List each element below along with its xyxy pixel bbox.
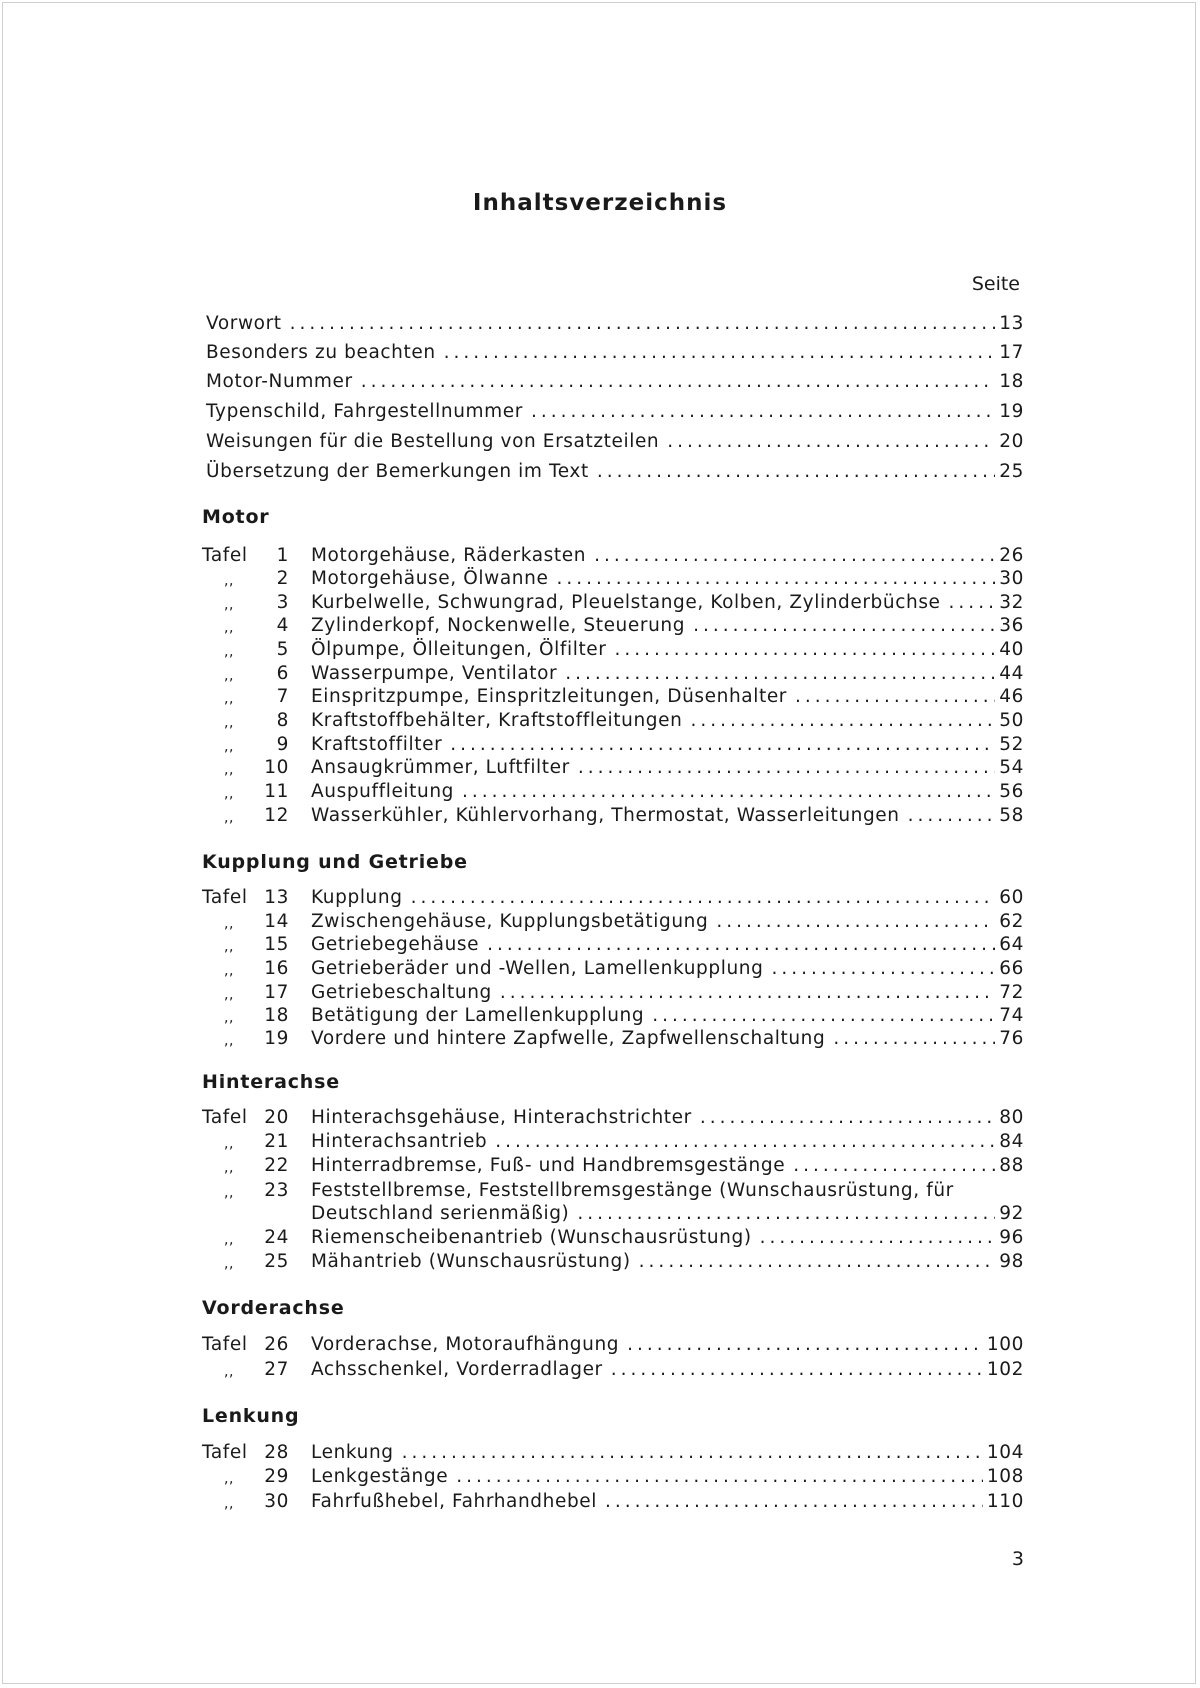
entry-page: 72 [999, 982, 1024, 1003]
tafel-number: 4 [276, 615, 289, 636]
toc-entry [311, 804, 1024, 828]
ditto-mark: ,, [224, 916, 235, 932]
leader-dots [487, 933, 995, 957]
tafel-number: 6 [276, 663, 289, 684]
ditto-mark: ,, [224, 715, 235, 731]
entry-text: Getrieberäder und -Wellen, Lamellenkupplung [311, 958, 764, 979]
entry-text: Auspuffleitung [311, 781, 455, 802]
entry-text: Besonders zu beachten [206, 342, 436, 363]
tafel-label: Tafel [202, 1334, 248, 1355]
page-border [2, 2, 1196, 1684]
tafel-number: 21 [264, 1131, 289, 1152]
toc-row [0, 567, 1200, 591]
entry-text-continued: Deutschland serienmäßig) [311, 1203, 570, 1224]
tafel-number: 27 [264, 1359, 289, 1380]
leader-dots [402, 1441, 983, 1465]
entry-text: Zwischengehäuse, Kupplungsbetätigung [311, 911, 709, 932]
tafel-number: 12 [264, 805, 289, 826]
section-heading: Kupplung und Getriebe [202, 851, 468, 873]
entry-page: 64 [999, 934, 1024, 955]
entry-page: 102 [986, 1359, 1024, 1380]
entry-text: Hinterradbremse, Fuß- und Handbremsgestänge [311, 1155, 786, 1176]
ditto-mark: ,, [224, 1232, 235, 1248]
toc-row [0, 1226, 1200, 1250]
toc-entry [311, 591, 1024, 615]
entry-page: 104 [986, 1442, 1024, 1463]
ditto-mark: ,, [224, 987, 235, 1003]
tafel-label: Tafel [202, 887, 248, 908]
entry-text: Lenkung [311, 1442, 394, 1463]
toc-entry [311, 1465, 1024, 1489]
entry-page: 96 [999, 1227, 1024, 1248]
tafel-number: 17 [264, 982, 289, 1003]
ditto-mark: ,, [224, 739, 235, 755]
tafel-number: 14 [264, 911, 289, 932]
entry-page: 66 [999, 958, 1024, 979]
entry-text: Kraftstoffilter [311, 734, 443, 755]
toc-entry [311, 1130, 1024, 1154]
entry-text: Lenkgestänge [311, 1466, 449, 1487]
leader-dots [495, 1130, 995, 1154]
entry-page: 18 [999, 371, 1024, 392]
ditto-mark: ,, [224, 573, 235, 589]
tafel-number: 13 [264, 887, 289, 908]
toc-row [0, 886, 1200, 910]
tafel-number: 18 [264, 1005, 289, 1026]
ditto-mark: ,, [224, 668, 235, 684]
toc-intro-row [0, 460, 1200, 484]
entry-page: 40 [999, 639, 1024, 660]
entry-page: 100 [986, 1334, 1024, 1355]
leader-dots [700, 1106, 995, 1130]
entry-text: Kupplung [311, 887, 403, 908]
entry-page: 26 [999, 545, 1024, 566]
toc-entry [311, 1441, 1024, 1465]
ditto-mark: ,, [224, 1496, 235, 1512]
entry-page: 36 [999, 615, 1024, 636]
entry-text: Zylinderkopf, Nockenwelle, Steuerung [311, 615, 686, 636]
tafel-number: 11 [264, 781, 289, 802]
leader-dots [361, 370, 996, 394]
toc-row [0, 981, 1200, 1005]
toc-entry [206, 460, 1024, 484]
ditto-mark: ,, [224, 1185, 235, 1201]
leader-dots [605, 1490, 983, 1514]
tafel-number: 22 [264, 1155, 289, 1176]
toc-row [0, 780, 1200, 804]
toc-entry [311, 1106, 1024, 1130]
toc-row [0, 910, 1200, 934]
leader-dots [462, 780, 995, 804]
leader-dots [652, 1004, 995, 1028]
entry-text: Vorderachse, Motoraufhängung [311, 1334, 620, 1355]
toc-intro-row [0, 400, 1200, 424]
toc-entry [311, 1490, 1024, 1514]
leader-dots [639, 1250, 996, 1274]
entry-page: 25 [999, 461, 1024, 482]
leader-dots [611, 1358, 983, 1382]
entry-text: Vordere und hintere Zapfwelle, Zapfwellenschaltung [311, 1028, 826, 1049]
entry-text: Motorgehäuse, Räderkasten [311, 545, 587, 566]
toc-row [0, 1130, 1200, 1154]
entry-text: Kurbelwelle, Schwungrad, Pleuelstange, Kolben, Zylinderbüchse [311, 592, 941, 613]
entry-text: Feststellbremse, Feststellbremsgestänge (Wunschausrüstung, für [311, 1180, 954, 1201]
leader-dots [760, 1226, 996, 1250]
toc-entry [311, 733, 1024, 757]
toc-entry [206, 341, 1024, 365]
leader-dots [693, 614, 995, 638]
entry-page: 44 [999, 663, 1024, 684]
toc-entry [311, 1154, 1024, 1178]
toc-row [0, 685, 1200, 709]
entry-text: Hinterachsgehäuse, Hinterachstrichter [311, 1107, 692, 1128]
leader-dots [456, 1465, 983, 1489]
ditto-mark: ,, [224, 620, 235, 636]
toc-row [0, 1358, 1200, 1382]
toc-entry [311, 756, 1024, 780]
entry-text: Wasserpumpe, Ventilator [311, 663, 558, 684]
toc-row [0, 756, 1200, 780]
entry-page: 98 [999, 1251, 1024, 1272]
tafel-label: Tafel [202, 1442, 248, 1463]
entry-text: Motor-Nummer [206, 371, 353, 392]
entry-text: Mähantrieb (Wunschausrüstung) [311, 1251, 631, 1272]
entry-page: 58 [999, 805, 1024, 826]
entry-page: 84 [999, 1131, 1024, 1152]
entry-page: 20 [999, 431, 1024, 452]
ditto-mark: ,, [224, 597, 235, 613]
entry-page: 62 [999, 911, 1024, 932]
ditto-mark: ,, [224, 1471, 235, 1487]
entry-text: Achsschenkel, Vorderradlager [311, 1359, 603, 1380]
toc-row [0, 1490, 1200, 1514]
ditto-mark: ,, [224, 1160, 235, 1176]
entry-text: Vorwort [206, 313, 282, 334]
entry-text: Fahrfußhebel, Fahrhandhebel [311, 1491, 598, 1512]
entry-page: 88 [999, 1155, 1024, 1176]
ditto-mark: ,, [224, 939, 235, 955]
toc-row [0, 804, 1200, 828]
leader-dots [908, 804, 996, 828]
toc-entry [311, 933, 1024, 957]
toc-entry [311, 1004, 1024, 1028]
entry-page: 60 [999, 887, 1024, 908]
toc-row [0, 933, 1200, 957]
toc-entry [311, 1333, 1024, 1357]
toc-entry [311, 957, 1024, 981]
tafel-number: 26 [264, 1334, 289, 1355]
leader-dots [949, 591, 996, 615]
entry-page: 108 [986, 1466, 1024, 1487]
page-number: 3 [1011, 1548, 1024, 1570]
tafel-number: 29 [264, 1466, 289, 1487]
toc-intro-row [0, 430, 1200, 454]
leader-dots [793, 1154, 995, 1178]
toc-row [0, 1179, 1200, 1203]
entry-page: 52 [999, 734, 1024, 755]
toc-entry [311, 1202, 1024, 1226]
ditto-mark: ,, [224, 1010, 235, 1026]
tafel-number: 25 [264, 1251, 289, 1272]
ditto-mark: ,, [224, 786, 235, 802]
leader-dots [627, 1333, 983, 1357]
entry-page: 74 [999, 1005, 1024, 1026]
entry-page: 80 [999, 1107, 1024, 1128]
leader-dots [594, 544, 995, 568]
toc-intro-row [0, 370, 1200, 394]
leader-dots [290, 312, 996, 336]
leader-dots [615, 638, 996, 662]
toc-entry [206, 400, 1024, 424]
leader-dots [597, 460, 995, 484]
toc-entry [206, 312, 1024, 336]
toc-row [0, 1465, 1200, 1489]
tafel-number: 23 [264, 1180, 289, 1201]
entry-text: Einspritzpumpe, Einspritzleitungen, Düsenhalter [311, 686, 788, 707]
toc-row [0, 733, 1200, 757]
toc-entry [311, 709, 1024, 733]
toc-row [0, 1250, 1200, 1274]
entry-page: 32 [999, 592, 1024, 613]
toc-entry [311, 638, 1024, 662]
ditto-mark: ,, [224, 1136, 235, 1152]
toc-row [0, 614, 1200, 638]
toc-entry [311, 1027, 1024, 1051]
toc-entry [311, 685, 1024, 709]
tafel-label: Tafel [202, 545, 248, 566]
leader-dots [771, 957, 995, 981]
toc-entry [311, 780, 1024, 804]
toc-row [0, 591, 1200, 615]
toc-entry [206, 430, 1024, 454]
leader-dots [565, 662, 995, 686]
toc-intro-row [0, 312, 1200, 336]
entry-page: 17 [999, 342, 1024, 363]
tafel-number: 3 [276, 592, 289, 613]
entry-text: Getriebeschaltung [311, 982, 492, 1003]
tafel-number: 5 [276, 639, 289, 660]
toc-entry [311, 567, 1024, 591]
entry-text: Motorgehäuse, Ölwanne [311, 568, 549, 589]
toc-entry [311, 1226, 1024, 1250]
toc-entry [311, 886, 1024, 910]
toc-entry [311, 981, 1024, 1005]
toc-entry [311, 1250, 1024, 1274]
toc-row-continuation [0, 1202, 1200, 1226]
tafel-number: 20 [264, 1107, 289, 1128]
leader-dots [667, 430, 995, 454]
entry-text: Weisungen für die Bestellung von Ersatzteilen [206, 431, 660, 452]
leader-dots [450, 733, 995, 757]
toc-entry [311, 910, 1024, 934]
tafel-number: 7 [276, 686, 289, 707]
entry-text: Hinterachsantrieb [311, 1131, 488, 1152]
ditto-mark: ,, [224, 1033, 235, 1049]
entry-page: 30 [999, 568, 1024, 589]
tafel-number: 2 [276, 568, 289, 589]
entry-page: 46 [999, 686, 1024, 707]
tafel-number: 19 [264, 1028, 289, 1049]
toc-entry [206, 370, 1024, 394]
entry-text: Getriebegehäuse [311, 934, 480, 955]
leader-dots [578, 756, 995, 780]
leader-dots [531, 400, 995, 424]
entry-page: 50 [999, 710, 1024, 731]
leader-dots [556, 567, 995, 591]
entry-page: 110 [986, 1491, 1024, 1512]
toc-entry [311, 614, 1024, 638]
tafel-number: 24 [264, 1227, 289, 1248]
leader-dots [795, 685, 995, 709]
toc-intro-row [0, 341, 1200, 365]
leader-dots [411, 886, 996, 910]
toc-row [0, 957, 1200, 981]
toc-row [0, 1333, 1200, 1357]
toc-row [0, 1441, 1200, 1465]
leader-dots [444, 341, 996, 365]
section-heading: Lenkung [202, 1405, 300, 1427]
ditto-mark: ,, [224, 810, 235, 826]
ditto-mark: ,, [224, 1256, 235, 1272]
tafel-number: 28 [264, 1442, 289, 1463]
tafel-number: 15 [264, 934, 289, 955]
entry-text: Übersetzung der Bemerkungen im Text [206, 461, 589, 482]
entry-page: 76 [999, 1028, 1024, 1049]
tafel-label: Tafel [202, 1107, 248, 1128]
leader-dots [500, 981, 995, 1005]
toc-entry [311, 662, 1024, 686]
section-heading: Motor [202, 506, 270, 528]
tafel-number: 30 [264, 1491, 289, 1512]
entry-page: 56 [999, 781, 1024, 802]
toc-entry [311, 544, 1024, 568]
entry-text: Betätigung der Lamellenkupplung [311, 1005, 645, 1026]
toc-row [0, 544, 1200, 568]
leader-dots [577, 1202, 995, 1226]
leader-dots [833, 1027, 995, 1051]
entry-text: Ansaugkrümmer, Luftfilter [311, 757, 570, 778]
toc-entry [311, 1358, 1024, 1382]
entry-text: Kraftstoffbehälter, Kraftstoffleitungen [311, 710, 683, 731]
ditto-mark: ,, [224, 1364, 235, 1380]
ditto-mark: ,, [224, 691, 235, 707]
seite-label: Seite [971, 273, 1020, 295]
tafel-number: 1 [276, 545, 289, 566]
entry-page: 54 [999, 757, 1024, 778]
entry-page: 13 [999, 313, 1024, 334]
entry-text: Typenschild, Fahrgestellnummer [206, 401, 523, 422]
tafel-number: 8 [276, 710, 289, 731]
toc-row [0, 662, 1200, 686]
tafel-number: 10 [264, 757, 289, 778]
toc-row [0, 1004, 1200, 1028]
toc-row [0, 709, 1200, 733]
ditto-mark: ,, [224, 963, 235, 979]
entry-text: Ölpumpe, Ölleitungen, Ölfilter [311, 639, 607, 660]
tafel-number: 16 [264, 958, 289, 979]
page-title: Inhaltsverzeichnis [472, 190, 728, 216]
entry-text: Wasserkühler, Kühlervorhang, Thermostat, Wasserleitungen [311, 805, 900, 826]
entry-text: Riemenscheibenantrieb (Wunschausrüstung) [311, 1227, 752, 1248]
toc-row [0, 1106, 1200, 1130]
ditto-mark: ,, [224, 644, 235, 660]
leader-dots [690, 709, 995, 733]
toc-row [0, 638, 1200, 662]
section-heading: Hinterachse [202, 1071, 340, 1093]
leader-dots [716, 910, 995, 934]
entry-page: 92 [999, 1203, 1024, 1224]
section-heading: Vorderachse [202, 1297, 345, 1319]
tafel-number: 9 [276, 734, 289, 755]
toc-row [0, 1154, 1200, 1178]
toc-row [0, 1027, 1200, 1051]
entry-page: 19 [999, 401, 1024, 422]
ditto-mark: ,, [224, 762, 235, 778]
